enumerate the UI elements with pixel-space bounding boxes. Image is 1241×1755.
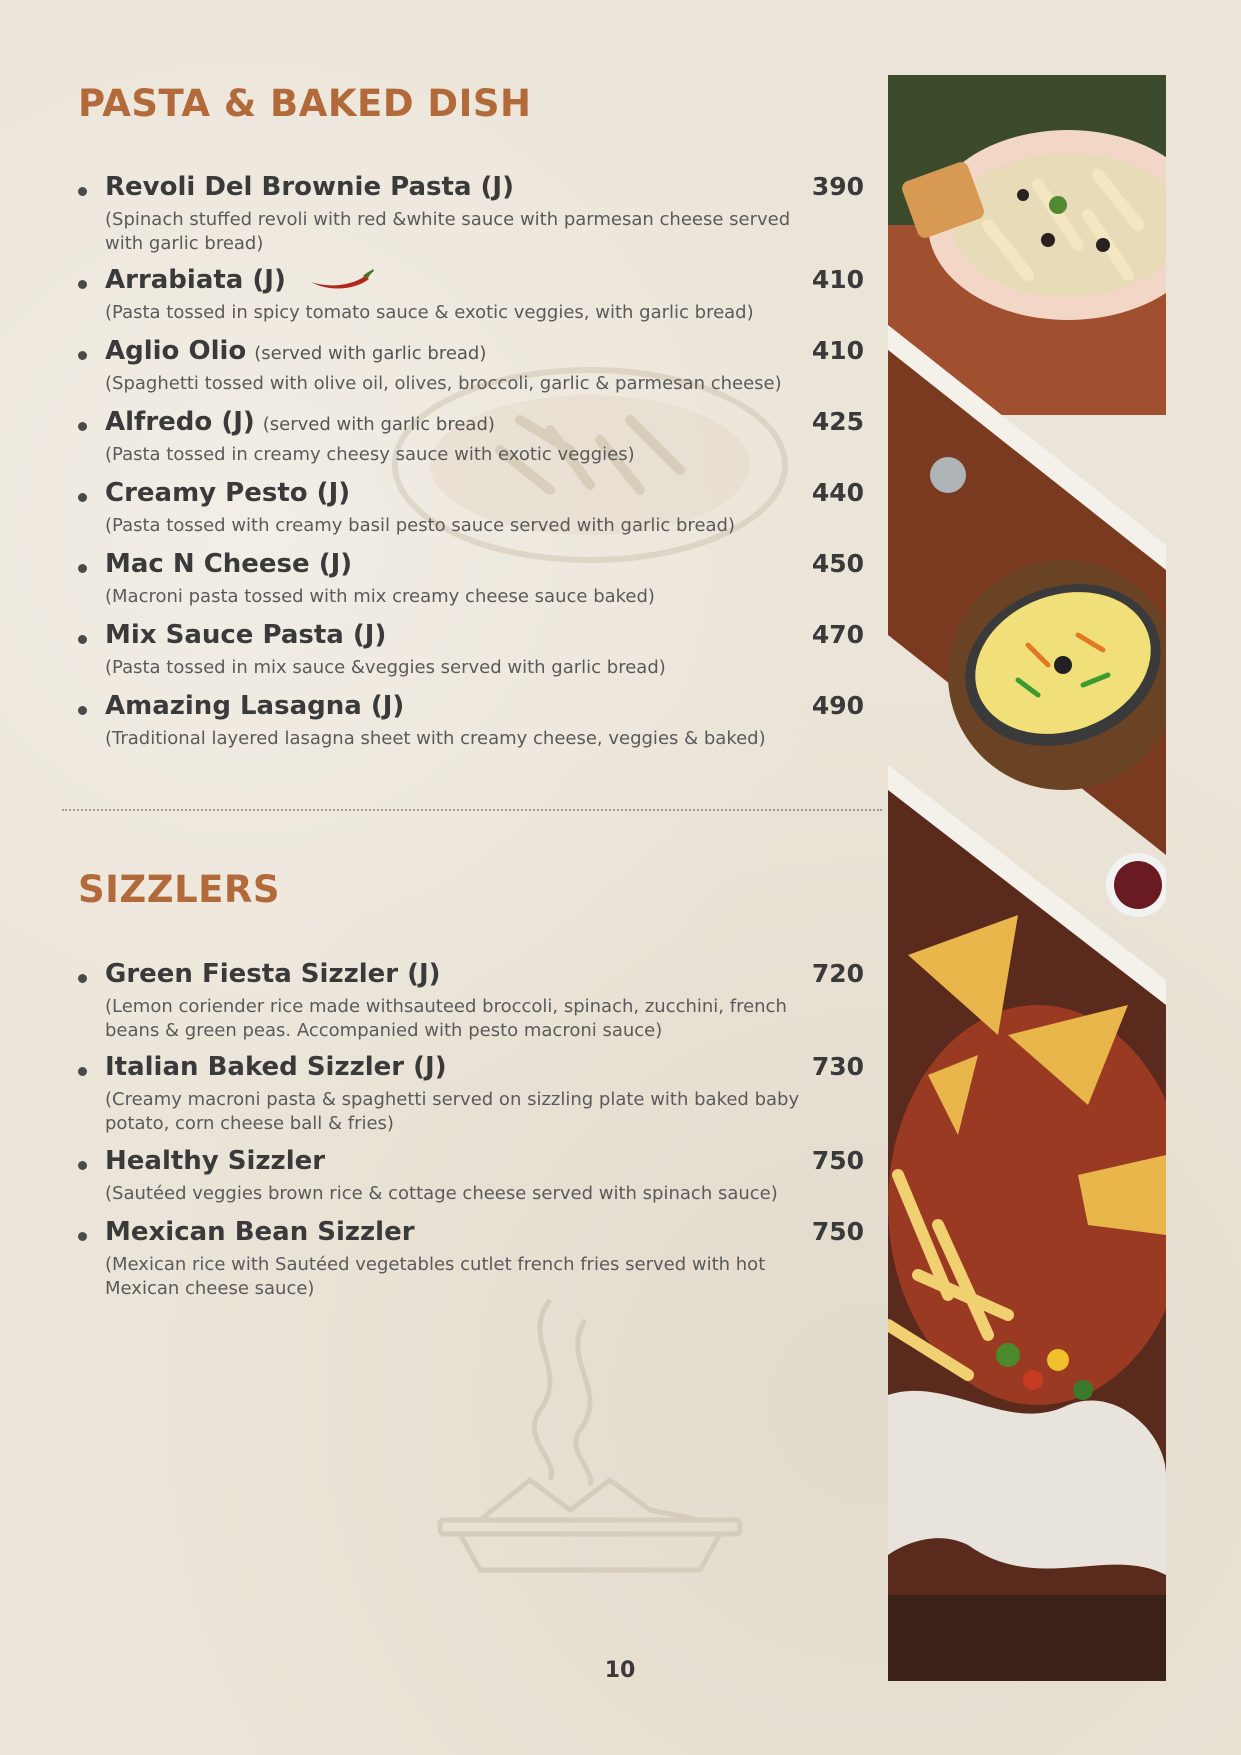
item-name: Arrabiata (J) xyxy=(105,265,286,295)
bullet-icon xyxy=(78,280,87,289)
item-description: (Pasta tossed in mix sauce &veggies served with garlic bread) xyxy=(105,657,666,678)
food-photos xyxy=(888,75,1166,1681)
menu-item xyxy=(78,1217,868,1301)
section-title-pasta: PASTA & BAKED DISH xyxy=(78,82,532,125)
item-name: Amazing Lasagna (J) xyxy=(105,691,405,721)
page-number: 10 xyxy=(604,1658,636,1683)
item-description: (Spinach stuffed revoli with red &white sauce with parmesan cheese served with garlic bread) xyxy=(105,209,791,254)
item-price: 750 xyxy=(811,1217,864,1246)
item-name: Aglio Olio xyxy=(105,336,247,366)
item-description: (Traditional layered lasagna sheet with creamy cheese, veggies & baked) xyxy=(105,728,766,749)
bullet-icon xyxy=(78,422,87,431)
item-description: (Mexican rice with Sautéed vegetables cutlet french fries served with hot Mexican cheese sauce) xyxy=(105,1254,766,1299)
section-title-sizzlers: SIZZLERS xyxy=(78,868,281,911)
item-price: 450 xyxy=(811,549,864,578)
item-description: (Pasta tossed in creamy cheesy sauce with exotic veggies) xyxy=(105,444,635,465)
bullet-icon xyxy=(78,564,87,573)
menu-item xyxy=(78,620,868,680)
item-price: 425 xyxy=(811,407,864,436)
item-description: (Macroni pasta tossed with mix creamy cheese sauce baked) xyxy=(105,586,655,607)
bullet-icon xyxy=(78,974,87,983)
item-description: (Creamy macroni pasta & spaghetti served on sizzling plate with baked baby potato, corn cheese ball & fries) xyxy=(105,1089,800,1134)
section-divider xyxy=(62,809,882,811)
item-price: 730 xyxy=(811,1052,864,1081)
item-price: 720 xyxy=(811,959,864,988)
bullet-icon xyxy=(78,187,87,196)
item-price: 390 xyxy=(811,172,864,201)
food-photo-strip xyxy=(888,75,1166,1681)
mac-cheese-photo xyxy=(888,350,1166,855)
bullet-icon xyxy=(78,493,87,502)
menu-item xyxy=(78,959,868,1043)
item-name: Mexican Bean Sizzler xyxy=(105,1217,415,1247)
item-description: (Pasta tossed with creamy basil pesto sauce served with garlic bread) xyxy=(105,515,735,536)
item-description: (Sautéed veggies brown rice & cottage cheese served with spinach sauce) xyxy=(105,1183,778,1204)
item-price: 490 xyxy=(811,691,864,720)
menu-item xyxy=(78,549,868,609)
item-name: Mac N Cheese (J) xyxy=(105,549,353,579)
item-price: 410 xyxy=(811,336,864,365)
sizzler-photo xyxy=(888,790,1166,1681)
item-price: 410 xyxy=(811,265,864,294)
menu-item xyxy=(78,1146,868,1206)
item-price: 750 xyxy=(811,1146,864,1175)
item-description: (Pasta tossed in spicy tomato sauce & exotic veggies, with garlic bread) xyxy=(105,302,754,323)
item-note: (served with garlic bread) xyxy=(262,414,495,435)
menu-item xyxy=(78,478,868,538)
item-price: 470 xyxy=(811,620,864,649)
item-name: Creamy Pesto (J) xyxy=(105,478,351,508)
item-name: Green Fiesta Sizzler (J) xyxy=(105,959,441,989)
bullet-icon xyxy=(78,635,87,644)
menu-item xyxy=(78,172,868,256)
item-name: Mix Sauce Pasta (J) xyxy=(105,620,387,650)
bullet-icon xyxy=(78,1232,87,1241)
item-name: Italian Baked Sizzler (J) xyxy=(105,1052,447,1082)
item-note: (served with garlic bread) xyxy=(254,343,487,364)
menu-item xyxy=(78,1052,868,1136)
bullet-icon xyxy=(78,351,87,360)
menu-item xyxy=(78,336,868,396)
item-name: Revoli Del Brownie Pasta (J) xyxy=(105,172,514,202)
sizzler-plate-watermark xyxy=(420,1280,760,1580)
item-name: Alfredo (J) xyxy=(105,407,255,437)
bullet-icon xyxy=(78,1067,87,1076)
item-name: Healthy Sizzler xyxy=(105,1146,326,1176)
menu-item xyxy=(78,265,868,325)
item-description: (Spaghetti tossed with olive oil, olives, broccoli, garlic & parmesan cheese) xyxy=(105,373,782,394)
bullet-icon xyxy=(78,706,87,715)
chili-icon xyxy=(309,268,375,290)
menu-item xyxy=(78,691,868,751)
menu-item xyxy=(78,407,868,467)
bullet-icon xyxy=(78,1161,87,1170)
item-description: (Lemon coriender rice made withsauteed broccoli, spinach, zucchini, french beans & green peas. Accompanied with pesto macroni sauce) xyxy=(105,996,787,1041)
item-price: 440 xyxy=(811,478,864,507)
